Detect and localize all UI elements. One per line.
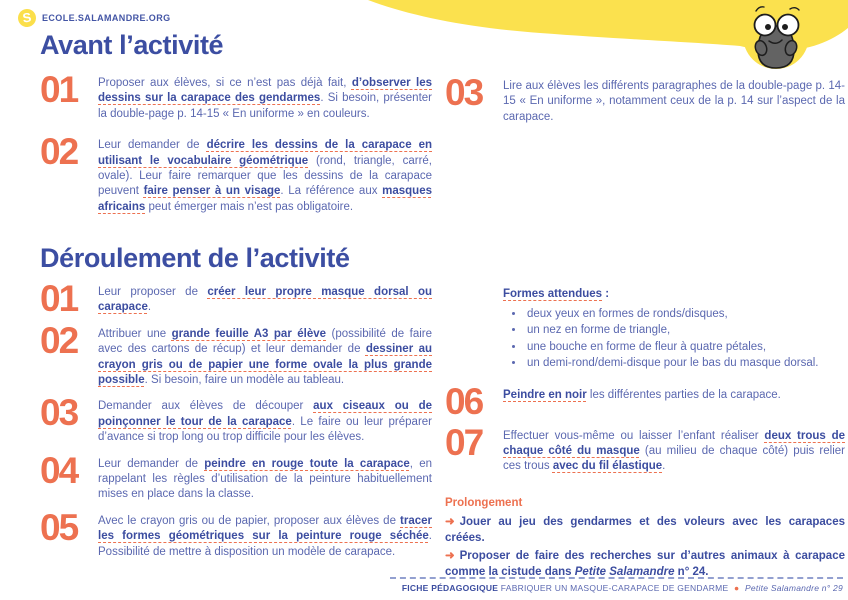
footer-issue-reference: Petite Salamandre n° 29	[745, 583, 843, 593]
body-text: Attribuer une	[98, 327, 172, 340]
body-text: Leur demander de	[98, 457, 205, 470]
body-text: .	[147, 301, 152, 314]
site-url-text: ECOLE.SALAMANDRE.ORG	[42, 13, 171, 23]
step-item	[40, 392, 432, 445]
step-item	[445, 72, 845, 125]
formes-attendues-title: Formes attendues	[503, 288, 603, 300]
formes-attendues-block	[503, 284, 845, 371]
step-item	[40, 278, 432, 319]
step-number: 03	[40, 392, 78, 434]
highlighted-text: grande feuille A3 par élève	[171, 327, 327, 340]
highlighted-text: masques africains	[98, 185, 432, 213]
prolongement-block	[445, 497, 845, 580]
section-title-deroulement-activite: Déroulement de l’activité	[40, 243, 350, 273]
highlighted-text: n° 24.	[674, 566, 709, 579]
step-text	[98, 456, 432, 503]
prolongement-title: Prolongement	[445, 496, 523, 509]
formes-list-item: • un demi-rond/demi-disque pour le bas du masque dorsal.	[525, 355, 845, 371]
step-text	[503, 387, 781, 417]
body-text: Proposer aux élèves, si ce n’est pas déjà fait,	[98, 77, 352, 89]
highlighted-text: dessiner au crayon gris ou de papier une forme ovale la plus grande possible	[98, 343, 432, 387]
formes-list-item: • une bouche en forme de fleur à quatre pétales,	[525, 339, 845, 355]
highlighted-text: créer leur propre masque dorsal ou carapace	[98, 286, 432, 314]
highlighted-text: peindre en rouge toute la carapace	[204, 457, 410, 470]
deroulement-right-column	[445, 284, 845, 582]
body-text: Lire aux élèves les différents paragraphes de la double-page p. 14-15 « En uniforme », notamment ceux de la p. 14 sur l’aspect de la carapace.	[503, 80, 845, 123]
footer-label: FICHE PÉDAGOGIQUE	[401, 583, 499, 593]
body-text: . Si besoin, présenter la double-page p. 14-15 « En uniforme » en couleurs.	[98, 92, 432, 120]
step-text	[98, 398, 432, 445]
highlighted-text: Jouer au jeu des gendarmes et des voleurs avec les carapaces créées.	[445, 515, 845, 544]
body-text: peut émerger mais n’est pas obligatoire.	[145, 200, 354, 213]
step-number: 02	[40, 131, 78, 173]
step-text	[98, 75, 432, 122]
body-text: . Si besoin, faire un modèle au tableau.	[144, 374, 345, 387]
body-text: Demander aux élèves de découper	[98, 400, 314, 413]
body-text: , en rappelant les règles d’utilisation de la peinture habituellement mises en place dans la classe.	[98, 457, 432, 501]
step-item	[40, 449, 432, 503]
prolongement-item	[445, 514, 845, 546]
step-number: 01	[40, 69, 78, 110]
step-item	[40, 319, 432, 389]
step-text	[98, 137, 432, 215]
step-number: 07	[445, 421, 483, 463]
body-text: (au milieu de chaque côté) puis relier ces trous	[503, 445, 845, 473]
body-text: . Le faire ou leur préparer d’avance si trop long ou trop difficile pour les élèves.	[98, 415, 432, 444]
highlighted-text: Peindre en noir	[503, 389, 587, 402]
arrow-icon: ➜	[445, 515, 455, 528]
body-text: Leur demander de	[98, 139, 207, 152]
step-text	[503, 78, 845, 125]
formes-attendues-colon: :	[602, 288, 610, 300]
salamander-logo-icon: S	[17, 8, 37, 28]
formes-attendues-list	[503, 306, 845, 371]
step-number: 04	[40, 449, 78, 491]
step-text	[503, 428, 845, 475]
highlighted-text: Petite Salamandre	[574, 566, 675, 579]
arrow-icon: ➜	[445, 550, 455, 563]
salamander-mascot-icon	[743, 3, 809, 69]
highlighted-text: faire penser à un visage	[143, 185, 281, 198]
step-number: 02	[40, 319, 78, 361]
step-number: 05	[40, 506, 78, 548]
highlighted-text: avec du fil élastique	[552, 460, 663, 473]
highlighted-text: deux trous de chaque côté du masque	[503, 429, 846, 458]
highlighted-text: tracer les formes géométriques sur la peinture rouge séchée	[98, 514, 432, 543]
formes-list-item: • deux yeux en formes de ronds/disques,	[525, 306, 845, 322]
step-item	[40, 69, 433, 122]
avant-left-column	[40, 69, 433, 230]
body-text: (rond, triangle, carré, ovale). Leur faire remarquer que les dessins de la carapace peuvent	[98, 154, 432, 198]
body-text: Avec le crayon gris ou de papier, proposer aux élèves de	[98, 514, 401, 527]
footer	[390, 577, 843, 593]
highlighted-text: décrire les dessins de la carapace en utilisant le vocabulaire géométrique	[98, 139, 432, 167]
body-text: Leur proposer de	[98, 286, 208, 298]
body-text: . Possibilité de mettre à disposition un modèle de carapace.	[98, 530, 432, 558]
section-title-avant-activite: Avant l’activité	[40, 30, 224, 60]
footer-bullet-icon: ●	[734, 583, 740, 593]
step-number: 06	[445, 381, 483, 423]
body-text: (possibilité de faire avec des cartons de récup) et leur demander de	[98, 327, 432, 356]
step-item	[445, 421, 846, 475]
step-text	[98, 513, 432, 560]
step-item	[445, 381, 845, 423]
body-text: Effectuer vous-même ou laisser l’enfant réaliser	[503, 429, 765, 442]
body-text: les différentes parties de la carapace.	[586, 389, 781, 402]
site-logo-link[interactable]	[18, 9, 171, 27]
step-number: 01	[40, 278, 78, 319]
step-item	[40, 131, 432, 215]
deroulement-right-steps	[445, 381, 846, 475]
step-number: 03	[445, 72, 483, 113]
body-text: . La référence aux	[280, 185, 383, 198]
deroulement-left-column	[40, 278, 432, 570]
highlighted-text: Proposer de faire des recherches sur d’autres animaux à carapace comme la cistude dans	[445, 550, 845, 579]
prolongement-item	[445, 548, 845, 580]
avant-right-column	[445, 72, 845, 140]
step-text	[98, 326, 432, 389]
prolongement-items	[445, 514, 845, 580]
highlighted-text: d’observer les dessins sur la carapace des gendarmes	[98, 77, 433, 105]
body-text: .	[662, 460, 666, 473]
step-item	[40, 506, 432, 560]
formes-list-item: • un nez en forme de triangle,	[525, 322, 845, 338]
footer-document-title: FABRIQUER UN MASQUE-CARAPACE DE GENDARME	[500, 583, 729, 593]
step-text	[98, 284, 432, 316]
highlighted-text: aux ciseaux ou de poinçonner le tour de la carapace	[98, 400, 432, 428]
